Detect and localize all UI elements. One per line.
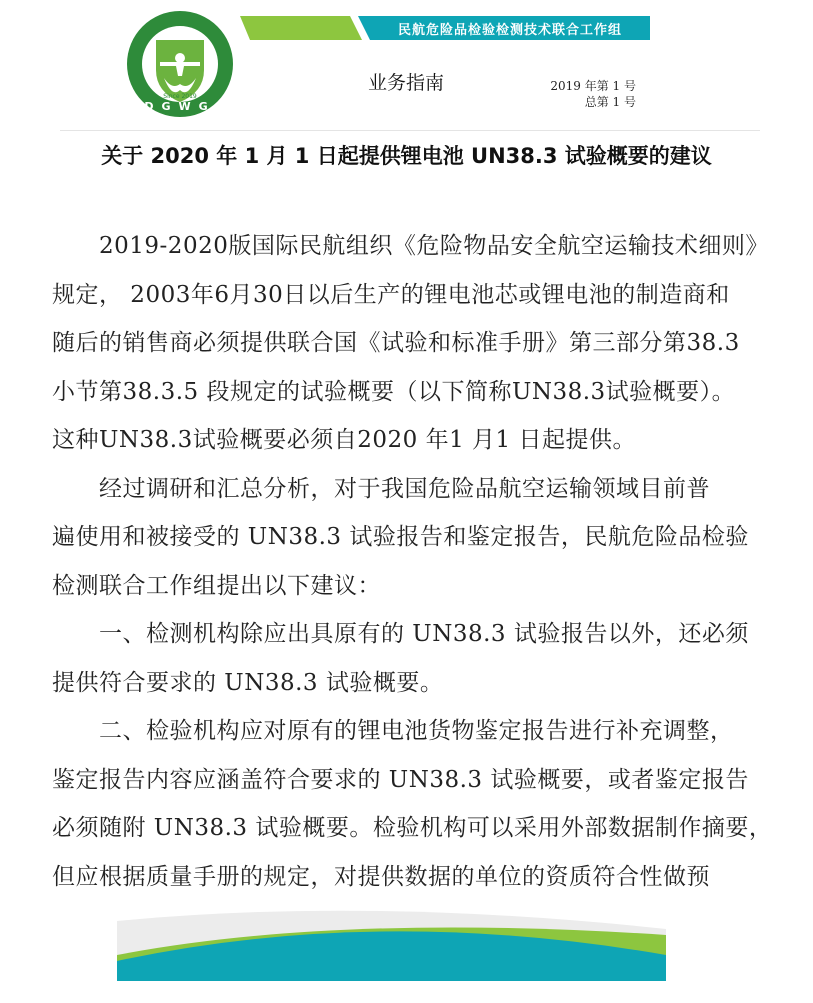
footer-wave: [117, 905, 666, 981]
text-line: 这种UN38.3试验概要必须自2020 年1 月1 日起提供。: [52, 427, 636, 453]
text-line: 随后的销售商必须提供联合国《试验和标准手册》第三部分第38.3: [52, 330, 740, 356]
text-line: 2019-2020版国际民航组织《危险物品安全航空运输技术细则》: [52, 233, 769, 259]
text-line: 遍使用和被接受的 UN38.3 试验报告和鉴定报告，民航危险品检验: [52, 524, 749, 550]
document-body: [52, 222, 772, 901]
dgwg-logo: [126, 10, 234, 118]
text-line: 小节第38.3.5 段规定的试验概要（以下简称UN38.3试验概要）。: [52, 378, 736, 405]
text-line: 二、检验机构应对原有的锂电池货物鉴定报告进行补充调整，: [52, 718, 734, 744]
text-line: 但应根据质量手册的规定，对提供数据的单位的资质符合性做预: [52, 863, 710, 890]
svg-text:Since 2019: Since 2019: [163, 93, 197, 100]
divider: [60, 130, 760, 131]
text-line: 一、检测机构除应出具原有的 UN38.3 试验报告以外，还必须: [52, 621, 749, 647]
issue-total: 总第 1 号: [584, 95, 636, 109]
issue-year: 2019 年第 1 号: [550, 79, 636, 93]
issue-number: [548, 78, 636, 110]
text-line: 提供符合要求的 UN38.3 试验概要。: [52, 669, 444, 696]
text-line: 鉴定报告内容应涵盖符合要求的 UN38.3 试验概要，或者鉴定报告: [52, 766, 749, 793]
text-line: 规定， 2003年6月30日以后生产的锂电池芯或锂电池的制造商和: [52, 281, 730, 308]
banner-text: 民航危险品检验检测技术联合工作组: [397, 23, 622, 38]
text-line: 必须随附 UN38.3 试验概要。检验机构可以采用外部数据制作摘要，: [52, 815, 773, 841]
text-line: 检测联合工作组提出以下建议：: [52, 572, 381, 599]
svg-text:DGWG: DGWG: [144, 100, 216, 113]
bulletin-name: 业务指南: [368, 72, 445, 94]
document-title: 关于 2020 年 1 月 1 日起提供锂电池 UN38.3 试验概要的建议: [101, 144, 712, 168]
text-line: 经过调研和汇总分析，对于我国危险品航空运输领域目前普: [52, 475, 710, 502]
